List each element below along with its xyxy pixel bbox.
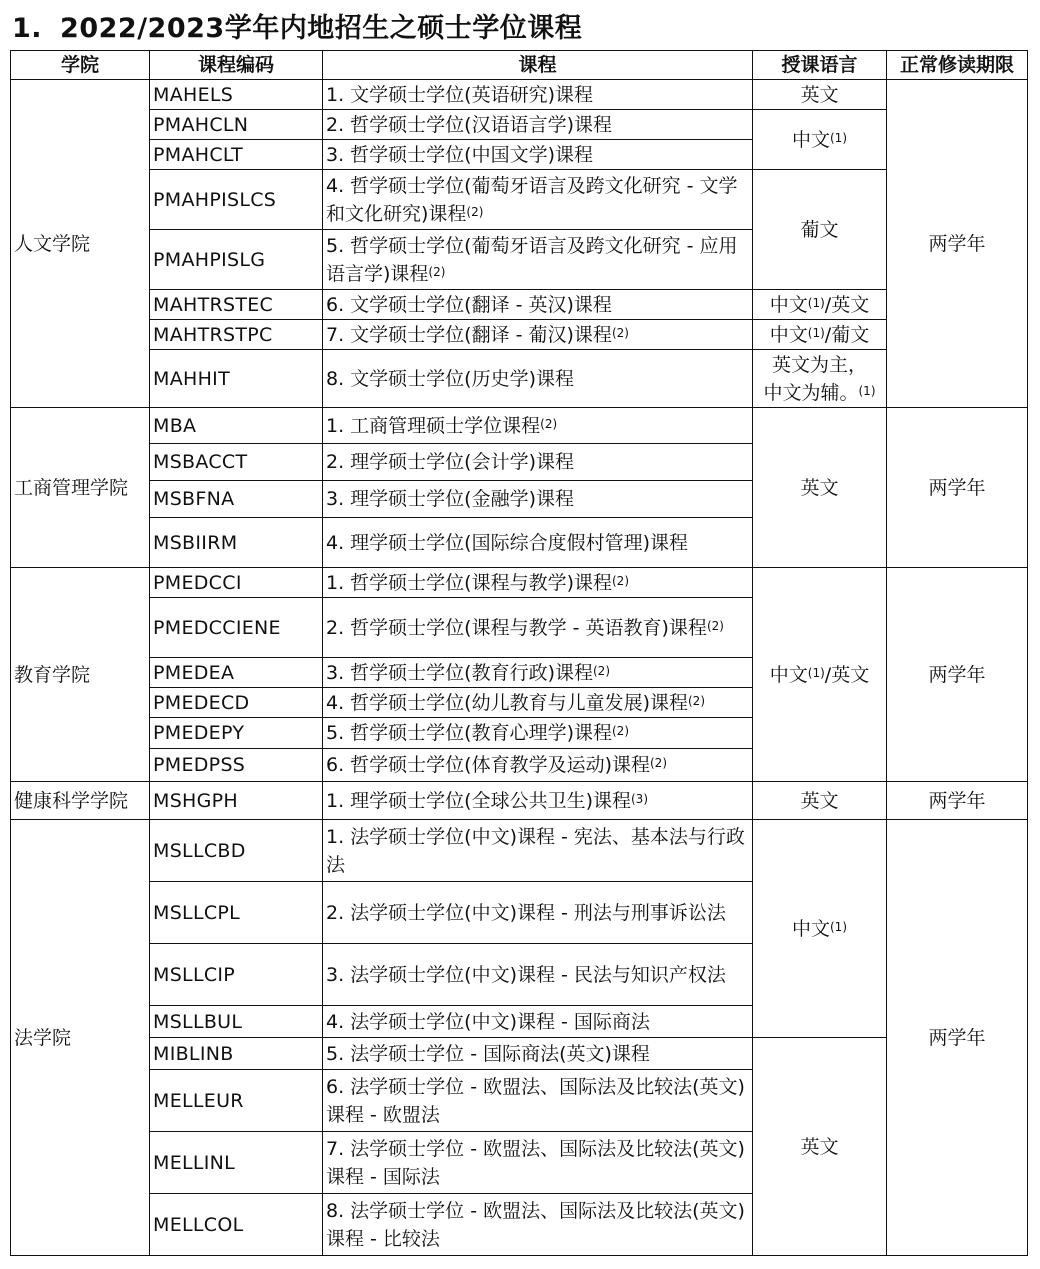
school-cell: 教育学院 [11, 568, 150, 782]
page-title [12, 6, 582, 45]
course-name: 2. 理学硕士学位(会计学)课程 [323, 444, 753, 481]
language-cell: 英文 [753, 1038, 887, 1256]
course-name: 5. 哲学硕士学位(教育心理学)课程$^{(2)}$ [323, 718, 753, 749]
header-school: 学院 [11, 51, 150, 80]
table-row [11, 1038, 1028, 1070]
course-code: MELLEUR [150, 1070, 323, 1132]
table-header-row [11, 51, 1028, 80]
course-code: PMAHCLT [150, 140, 323, 170]
course-code: MSBFNA [150, 481, 323, 518]
language-cell: 英文为主， 中文为辅。$^{(1)}$ [753, 350, 887, 408]
language-cell: 中文$^{(1)}$ [753, 820, 887, 1038]
language-cell: 葡文 [753, 170, 887, 290]
course-name: 3. 哲学硕士学位(中国文学)课程 [323, 140, 753, 170]
language-cell: 中文$^{(1)}$ [753, 110, 887, 170]
course-name: 2. 哲学硕士学位(课程与教学 - 英语教育)课程$^{(2)}$ [323, 598, 753, 658]
table-row [11, 170, 1028, 230]
course-name: 2. 法学硕士学位(中文)课程 - 刑法与刑事诉讼法 [323, 882, 753, 944]
course-name: 1. 哲学硕士学位(课程与教学)课程$^{(2)}$ [323, 568, 753, 598]
course-code: MBA [150, 408, 323, 444]
course-name: 1. 理学硕士学位(全球公共卫生)课程$^{(3)}$ [323, 782, 753, 820]
course-name: 4. 法学硕士学位(中文)课程 - 国际商法 [323, 1006, 753, 1038]
table-row [11, 290, 1028, 320]
language-cell: 英文 [753, 80, 887, 110]
course-code: MAHTRSTEC [150, 290, 323, 320]
course-code: MELLINL [150, 1132, 323, 1194]
course-code: MAHTRSTPC [150, 320, 323, 350]
table-row [11, 568, 1028, 598]
course-name: 1. 法学硕士学位(中文)课程 - 宪法、基本法与行政法 [323, 820, 753, 882]
title-text: 2022/2023学年内地招生之硕士学位课程 [60, 13, 583, 44]
course-code: PMAHCLN [150, 110, 323, 140]
course-code: MSLLCPL [150, 882, 323, 944]
language-cell: 英文 [753, 408, 887, 568]
course-code: PMEDPSS [150, 749, 323, 782]
language-cell: 中文$^{(1)}$/葡文 [753, 320, 887, 350]
course-code: MSLLBUL [150, 1006, 323, 1038]
course-name: 4. 哲学硕士学位(幼儿教育与儿童发展)课程$^{(2)}$ [323, 688, 753, 718]
table-row [11, 320, 1028, 350]
table-row [11, 820, 1028, 882]
header-duration: 正常修读期限 [887, 51, 1028, 80]
course-name: 2. 哲学硕士学位(汉语语言学)课程 [323, 110, 753, 140]
school-cell: 健康科学学院 [11, 782, 150, 820]
course-code: MSLLCIP [150, 944, 323, 1006]
language-cell: 英文 [753, 782, 887, 820]
table-row [11, 110, 1028, 140]
school-cell: 法学院 [11, 820, 150, 1256]
course-name: 3. 理学硕士学位(金融学)课程 [323, 481, 753, 518]
course-code: PMEDCCIENE [150, 598, 323, 658]
programs-table [10, 50, 1028, 1256]
course-code: MAHELS [150, 80, 323, 110]
course-code: PMEDEPY [150, 718, 323, 749]
course-name: 1. 文学硕士学位(英语研究)课程 [323, 80, 753, 110]
course-name: 3. 哲学硕士学位(教育行政)课程$^{(2)}$ [323, 658, 753, 688]
course-name: 3. 法学硕士学位(中文)课程 - 民法与知识产权法 [323, 944, 753, 1006]
course-code: MAHHIT [150, 350, 323, 408]
course-name: 8. 文学硕士学位(历史学)课程 [323, 350, 753, 408]
header-language: 授课语言 [753, 51, 887, 80]
duration-cell: 两学年 [887, 568, 1028, 782]
title-number: 1. [12, 13, 43, 44]
course-code: MSBACCT [150, 444, 323, 481]
duration-cell: 两学年 [887, 408, 1028, 568]
header-code: 课程编码 [150, 51, 323, 80]
course-name: 7. 法学硕士学位 - 欧盟法、国际法及比较法(英文)课程 - 国际法 [323, 1132, 753, 1194]
course-name: 4. 理学硕士学位(国际综合度假村管理)课程 [323, 518, 753, 568]
course-code: MELLCOL [150, 1194, 323, 1256]
table-row [11, 782, 1028, 820]
course-code: PMEDEA [150, 658, 323, 688]
table-row [11, 350, 1028, 408]
course-name: 6. 哲学硕士学位(体育教学及运动)课程$^{(2)}$ [323, 749, 753, 782]
duration-cell: 两学年 [887, 820, 1028, 1256]
course-name: 6. 文学硕士学位(翻译 - 英汉)课程 [323, 290, 753, 320]
course-name: 4. 哲学硕士学位(葡萄牙语言及跨文化研究 - 文学和文化研究)课程$^{(2)}$ [323, 170, 753, 230]
course-name: 6. 法学硕士学位 - 欧盟法、国际法及比较法(英文)课程 - 欧盟法 [323, 1070, 753, 1132]
course-name: 5. 哲学硕士学位(葡萄牙语言及跨文化研究 - 应用语言学)课程$^{(2)}$ [323, 230, 753, 290]
course-code: MIBLINB [150, 1038, 323, 1070]
duration-cell: 两学年 [887, 782, 1028, 820]
duration-cell: 两学年 [887, 80, 1028, 408]
course-code: MSBIIRM [150, 518, 323, 568]
course-code: PMEDCCI [150, 568, 323, 598]
table-row [11, 408, 1028, 444]
school-cell: 人文学院 [11, 80, 150, 408]
course-code: MSLLCBD [150, 820, 323, 882]
language-cell: 中文$^{(1)}$/英文 [753, 568, 887, 782]
course-code: MSHGPH [150, 782, 323, 820]
school-cell: 工商管理学院 [11, 408, 150, 568]
header-course: 课程 [323, 51, 753, 80]
table-row [11, 80, 1028, 110]
course-name: 8. 法学硕士学位 - 欧盟法、国际法及比较法(英文)课程 - 比较法 [323, 1194, 753, 1256]
language-cell: 中文$^{(1)}$/英文 [753, 290, 887, 320]
course-code: PMEDECD [150, 688, 323, 718]
course-code: PMAHPISLCS [150, 170, 323, 230]
course-name: 5. 法学硕士学位 - 国际商法(英文)课程 [323, 1038, 753, 1070]
course-code: PMAHPISLG [150, 230, 323, 290]
course-name: 1. 工商管理硕士学位课程$^{(2)}$ [323, 408, 753, 444]
course-name: 7. 文学硕士学位(翻译 - 葡汉)课程$^{(2)}$ [323, 320, 753, 350]
